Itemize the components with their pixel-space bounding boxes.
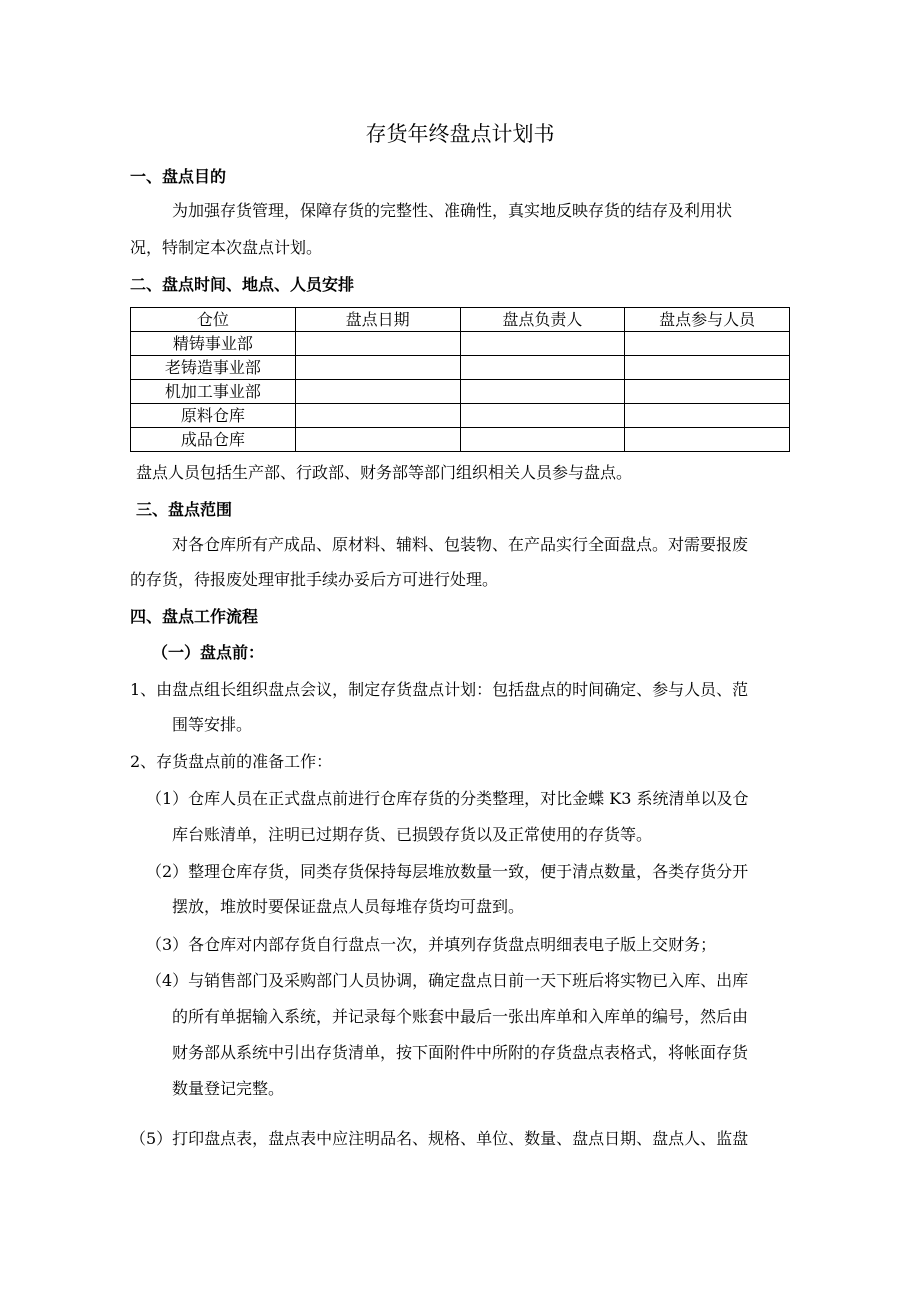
table-cell-empty bbox=[625, 428, 790, 452]
section-3-line-2: 的存货，待报废处理审批手续办妥后方可进行处理。 bbox=[130, 570, 499, 589]
step-5-line-1: （5）打印盘点表，盘点表中应注明品名、规格、单位、数量、盘点日期、盘点人、监盘 bbox=[130, 1129, 749, 1148]
section-1-heading: 一、盘点目的 bbox=[130, 167, 227, 186]
table-cell-empty bbox=[460, 380, 625, 404]
table-cell-empty bbox=[625, 332, 790, 356]
section-2-heading: 二、盘点时间、地点、人员安排 bbox=[130, 275, 355, 294]
table-header-cell: 盘点日期 bbox=[295, 308, 460, 332]
item-2: 2、存货盘点前的准备工作： bbox=[130, 752, 333, 771]
section-3-line-1: 对各仓库所有产成品、原材料、辅料、包装物、在产品实行全面盘点。对需要报废 bbox=[172, 535, 749, 554]
table-row bbox=[131, 332, 790, 356]
table-cell-empty bbox=[625, 380, 790, 404]
table-header-cell: 仓位 bbox=[131, 308, 296, 332]
table-cell-location: 老铸造事业部 bbox=[131, 356, 296, 380]
step-1-line-1: （1）仓库人员在正式盘点前进行仓库存货的分类整理，对比金蝶 K3 系统清单以及仓 bbox=[146, 789, 749, 808]
table-cell-empty bbox=[625, 356, 790, 380]
step-2-line-1: （2）整理仓库存货，同类存货保持每层堆放数量一致，便于清点数量，各类存货分开 bbox=[146, 862, 749, 881]
step-1-line-2: 库台账清单，注明已过期存货、已损毁存货以及正常使用的存货等。 bbox=[172, 825, 653, 844]
step-4-line-3: 财务部从系统中引出存货清单，按下面附件中所附的存货盘点表格式，将帐面存货 bbox=[172, 1043, 749, 1062]
step-3: （3）各仓库对内部存货自行盘点一次，并填列存货盘点明细表电子版上交财务； bbox=[146, 935, 717, 954]
section-4-heading: 四、盘点工作流程 bbox=[130, 607, 259, 626]
table-cell-empty bbox=[460, 428, 625, 452]
section-1-line-1: 为加强存货管理，保障存货的完整性、准确性，真实地反映存货的结存及利用状 bbox=[172, 201, 733, 220]
table-row bbox=[131, 404, 790, 428]
table-row bbox=[131, 428, 790, 452]
item-1-line-2: 围等安排。 bbox=[172, 715, 253, 734]
step-4-line-4: 数量登记完整。 bbox=[172, 1079, 285, 1098]
page-title: 存货年终盘点计划书 bbox=[365, 122, 555, 146]
table-cell-empty bbox=[625, 404, 790, 428]
table-cell-empty bbox=[460, 356, 625, 380]
table-header-cell: 盘点负责人 bbox=[460, 308, 625, 332]
table-row bbox=[131, 380, 790, 404]
item-1-line-1: 1、由盘点组长组织盘点会议，制定存货盘点计划：包括盘点的时间确定、参与人员、范 bbox=[130, 680, 749, 699]
step-2-line-2: 摆放，堆放时要保证盘点人员每堆存货均可盘到。 bbox=[172, 897, 525, 916]
table-cell-empty bbox=[460, 332, 625, 356]
table-cell-empty bbox=[295, 356, 460, 380]
schedule-table bbox=[130, 307, 790, 452]
table-row bbox=[131, 356, 790, 380]
section-2-note: 盘点人员包括生产部、行政部、财务部等部门组织相关人员参与盘点。 bbox=[136, 463, 633, 482]
table-cell-empty bbox=[295, 428, 460, 452]
step-4-line-1: （4）与销售部门及采购部门人员协调，确定盘点日前一天下班后将实物已入库、出库 bbox=[146, 971, 749, 990]
table-cell-empty bbox=[295, 404, 460, 428]
table-header-row bbox=[131, 308, 790, 332]
step-4-line-2: 的所有单据输入系统，并记录每个账套中最后一张出库单和入库单的编号，然后由 bbox=[172, 1007, 749, 1026]
table-cell-empty bbox=[460, 404, 625, 428]
table-cell-empty bbox=[295, 380, 460, 404]
table-cell-location: 成品仓库 bbox=[131, 428, 296, 452]
section-1-line-2: 况，特制定本次盘点计划。 bbox=[130, 238, 323, 257]
table-cell-location: 原料仓库 bbox=[131, 404, 296, 428]
table-cell-location: 精铸事业部 bbox=[131, 332, 296, 356]
section-4-subheading: （一）盘点前： bbox=[152, 643, 265, 662]
table-cell-location: 机加工事业部 bbox=[131, 380, 296, 404]
table-cell-empty bbox=[295, 332, 460, 356]
table-header-cell: 盘点参与人员 bbox=[625, 308, 790, 332]
section-3-heading: 三、盘点范围 bbox=[136, 500, 233, 519]
